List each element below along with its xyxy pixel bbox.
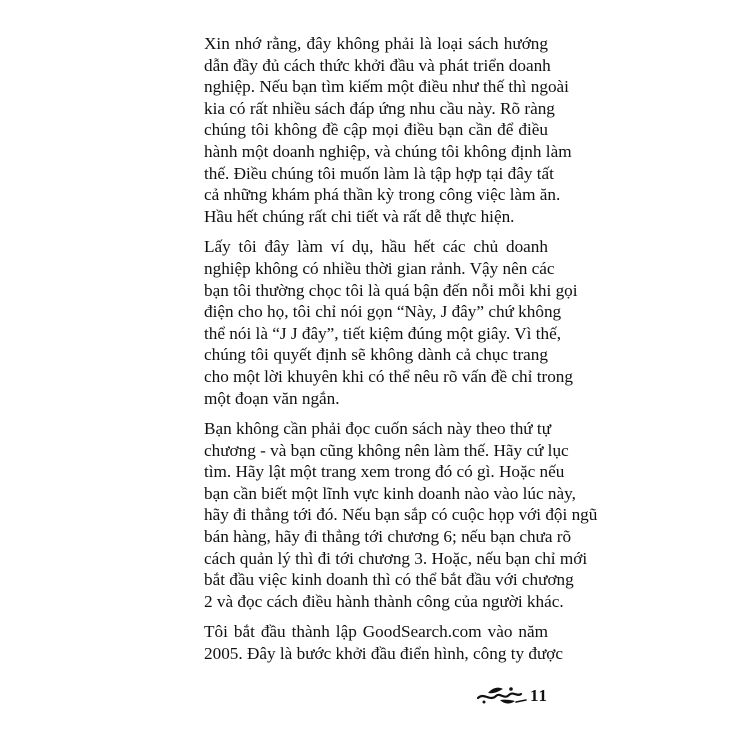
text-line: cả những khám phá thần kỳ trong công việc làm ăn. (204, 185, 561, 205)
decorative-flourish-icon (476, 680, 532, 710)
paragraph-1 (180, 33, 572, 227)
text-line: bắt đầu việc kinh doanh thì có thể bắt đầu với chương (204, 570, 574, 590)
text-line: bán hàng, hãy đi thẳng tới chương 6; nếu bạn chưa rõ (204, 527, 572, 547)
text-line: nghiệp. Nếu bạn tìm kiếm một điều như thế thì ngoài (204, 77, 569, 97)
text-line: chúng tôi quyết định sẽ không dành cả chục trang (204, 345, 548, 365)
text-line: tìm. Hãy lật một trang xem trong đó có gì. Hoặc nếu (204, 462, 565, 482)
text-line: bạn cần biết một lĩnh vực kinh doanh nào vào lúc này, (204, 483, 576, 503)
text-line: Bạn không cần phải đọc cuốn sách này theo thứ tự (204, 419, 552, 439)
paragraph-2 (180, 236, 578, 409)
text-line: dẫn đầy đủ cách thức khởi đầu và phát triển doanh (204, 55, 551, 75)
text-line: cho một lời khuyên khi có thể nêu rõ vấn đề chỉ trong (204, 366, 573, 386)
text-line: Xin nhớ rằng, đây không phải là loại sách hướng (204, 34, 548, 53)
text-line: 2 và đọc cách điều hành thành công của người khác. (204, 591, 564, 611)
text-line: thế. Điều chúng tôi muốn làm là tập hợp tại đây tất (204, 163, 554, 183)
text-line: hãy đi thẳng tới đó. Nếu bạn sắp có cuộc họp với đội ngũ (204, 505, 598, 525)
text-line: bạn tôi thường chọc tôi là quá bận đến nỗi mỗi khi gọi (204, 280, 578, 300)
text-line: cách quản lý thì đi tới chương 3. Hoặc, nếu bạn chỉ mới (204, 548, 588, 568)
text-line: 2005. Đây là bước khởi đầu điển hình, công ty được (204, 644, 564, 664)
text-line: Hầu hết chúng rất chi tiết và rất dễ thực hiện. (204, 206, 515, 226)
paragraph-4 (180, 621, 564, 664)
text-line: Tôi bắt đầu thành lập GoodSearch.com vào năm (204, 622, 548, 642)
body-text (180, 33, 598, 674)
text-line: Lấy tôi đây làm ví dụ, hầu hết các chủ doanh (204, 237, 548, 257)
text-line: hành một doanh nghiệp, và chúng tôi không định làm (204, 141, 572, 161)
text-line: thể nói là “J J đây”, tiết kiệm đúng một giây. Vì thế, (204, 323, 562, 343)
text-line: điện cho họ, tôi chỉ nói gọn “Này, J đây” chứ không (204, 302, 562, 322)
text-line: chúng tôi không đề cập mọi điều bạn cần để điều (204, 120, 548, 140)
text-line: một đoạn văn ngắn. (204, 388, 340, 408)
text-line: kia có rất nhiều sách đáp ứng nhu cầu này. Rõ ràng (204, 98, 555, 118)
page-number: 11 (530, 686, 549, 705)
paragraph-3 (180, 418, 598, 612)
text-line: chương - và bạn cũng không nên làm thế. Hãy cứ lục (204, 440, 569, 460)
text-line: nghiệp không có nhiều thời gian rảnh. Vậy nên các (204, 258, 555, 278)
